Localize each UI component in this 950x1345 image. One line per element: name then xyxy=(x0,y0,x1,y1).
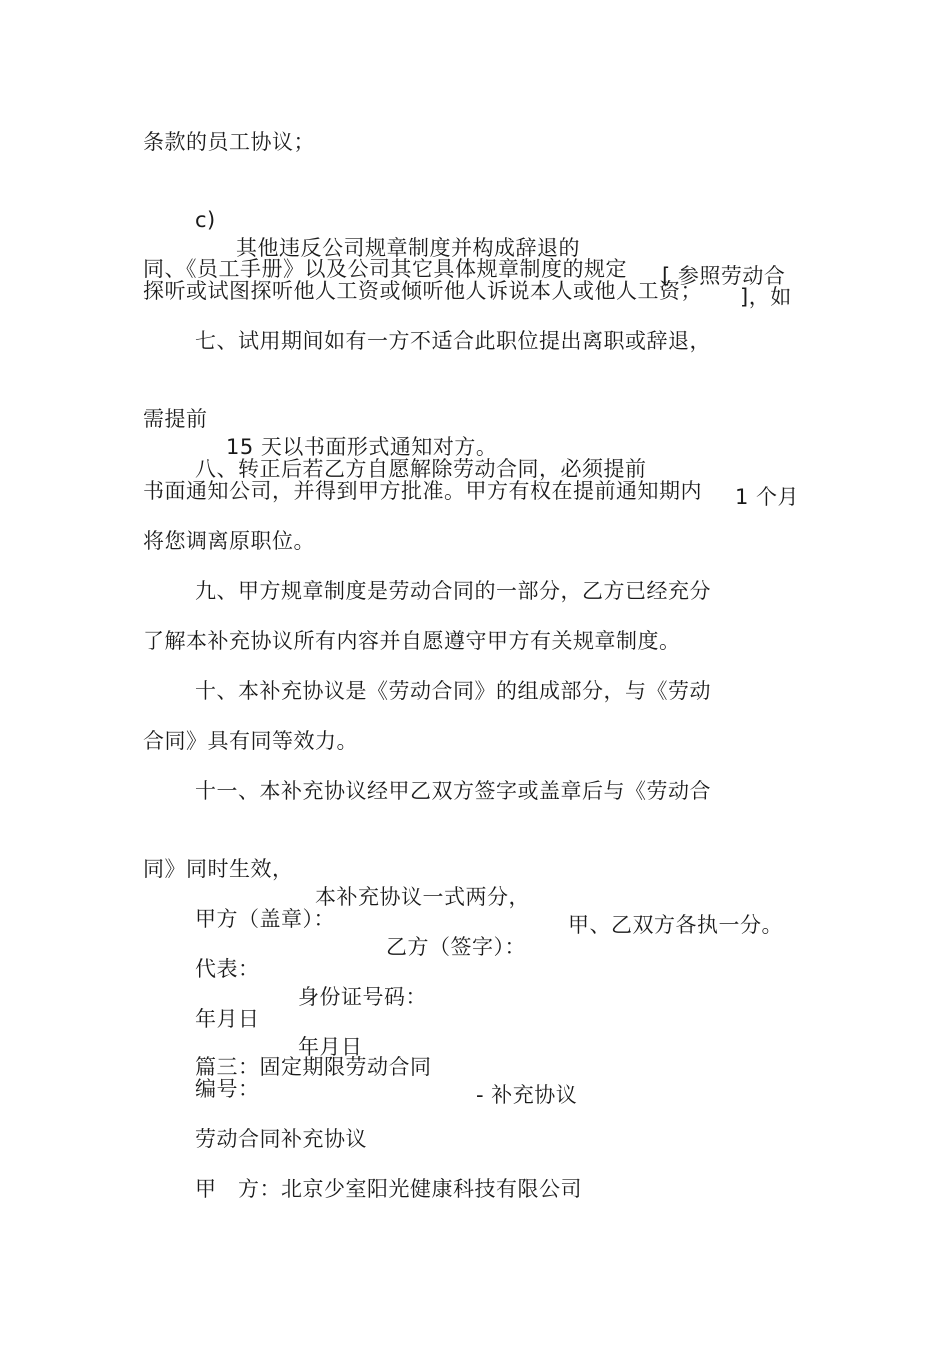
text-line: 劳动合同补充协议 xyxy=(195,1127,367,1151)
text-line: 合同》具有同等效力。 xyxy=(143,729,358,753)
text-line: 十、本补充协议是《劳动合同》的组成部分，与《劳动 xyxy=(195,679,711,703)
text-line: 需提前 15 天以书面形式通知对方。 xyxy=(143,407,498,459)
text-line: 编号： xyxy=(195,1077,260,1101)
clause-label: c) xyxy=(195,208,216,232)
text-line: 同》同时生效， 本补充协议一式两分， 甲、乙双方各执一分。 xyxy=(143,857,783,937)
text-line: 了解本补充协议所有内容并自愿遵守甲方有关规章制度。 xyxy=(143,629,681,653)
text-line: 书面通知公司，并得到甲方批准。甲方有权在提前通知期内 xyxy=(143,479,702,503)
signature-line: 代表： 身份证号码： xyxy=(195,957,427,1009)
text-line: 甲 方：北京少室阳光健康科技有限公司 xyxy=(195,1177,583,1201)
text-line: 八、转正后若乙方自愿解除劳动合同，必须提前 1 个月 xyxy=(195,457,800,509)
text-line: c) 其他违反公司规章制度并构成辞退的 [ 参照劳动合 xyxy=(195,208,786,288)
signature-line: 甲方（盖章）： 乙方（签字）： xyxy=(195,907,526,959)
date-line: 年月日 年月日 xyxy=(195,1007,363,1059)
text-line: 十一、本补充协议经甲乙双方签字或盖章后与《劳动合 xyxy=(195,779,711,803)
section-heading: 篇三：固定期限劳动合同 - 补充协议 xyxy=(195,1055,578,1107)
text-line: 七、试用期间如有一方不适合此职位提出离职或辞退， xyxy=(195,329,711,353)
text-line: 条款的员工协议； xyxy=(143,130,315,154)
text-line: 同、《员工手册》以及公司其它具体规章制度的规定 ]，如 xyxy=(143,257,792,309)
text-line: 探听或试图探听他人工资或倾听他人诉说本人或他人工资； xyxy=(143,279,702,303)
text-line: 九、甲方规章制度是劳动合同的一部分，乙方已经充分 xyxy=(195,579,711,603)
text-line: 将您调离原职位。 xyxy=(143,529,315,553)
